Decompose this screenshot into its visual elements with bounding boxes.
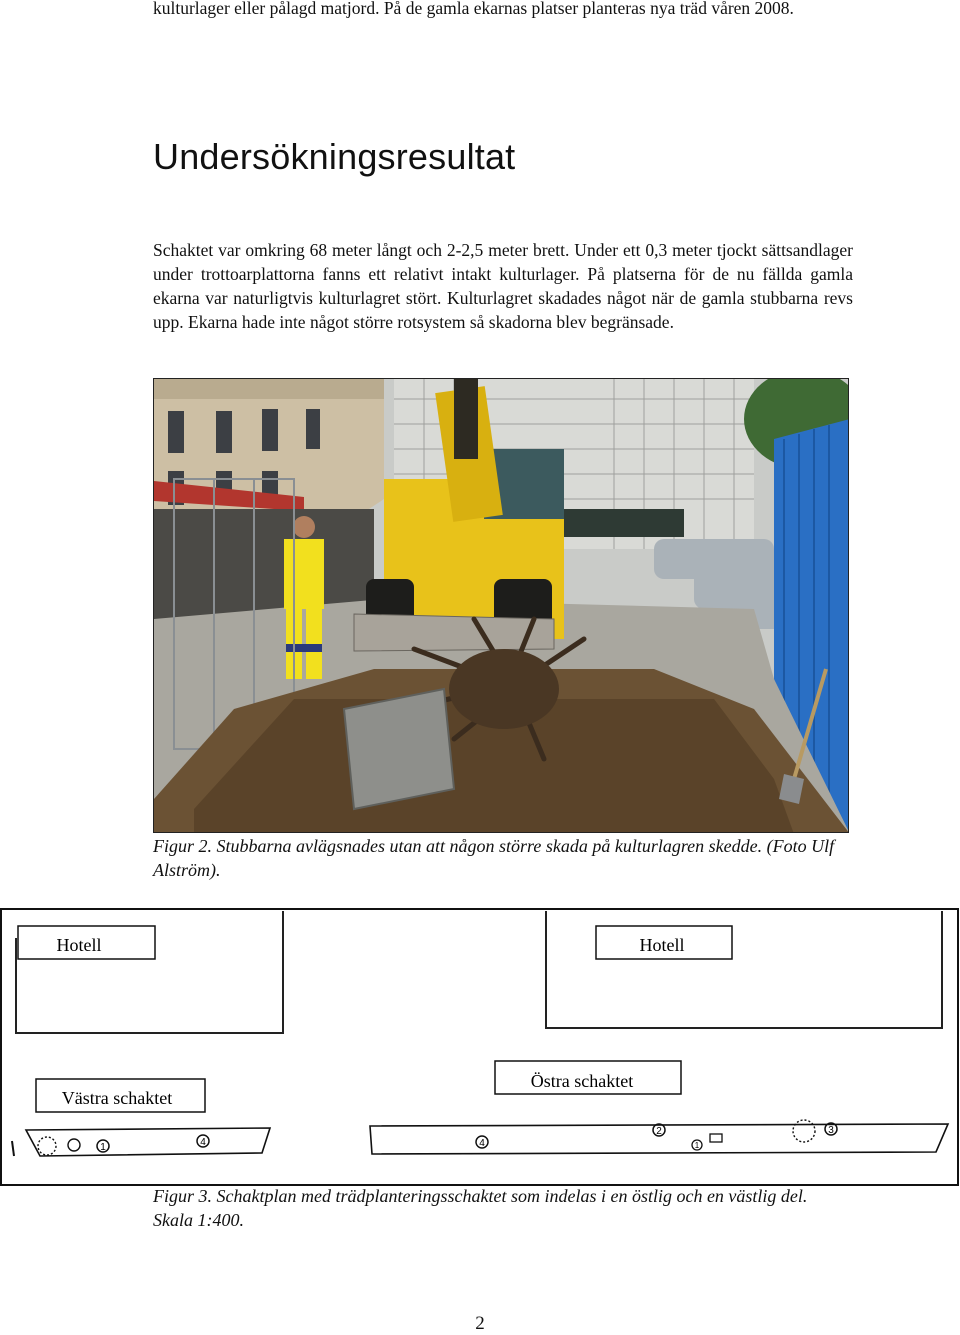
section-heading: Undersökningsresultat	[153, 136, 516, 177]
hotel-right-label: Hotell	[639, 935, 685, 955]
page-number: 2	[475, 1313, 485, 1334]
east-trench-label: Östra schaktet	[530, 1071, 634, 1091]
marker-3-east-label: 3	[828, 1125, 834, 1136]
hotel-left-label: Hotell	[56, 935, 102, 955]
body-paragraph-text: Schaktet var omkring 68 meter långt och 2-2,5 meter brett. Under ett 0,3 meter tjockt sättsandlager under trottoarplattorna fanns ett relativt intakt kulturlager. På platserna för de nu fällda gamla ekarna var naturligtvis kulturlagret stört. Kulturlagret skadades något när de gamla stubbarna revs upp. Ekarna hade inte något större rotsystem så skadorna blev begränsade.	[153, 240, 853, 332]
body-paragraph	[153, 238, 853, 334]
figure2-photo	[153, 378, 849, 833]
marker-1-east-label: 1	[694, 1141, 700, 1150]
continued-paragraph	[153, 0, 853, 20]
excavation-photo-illustration	[154, 379, 849, 833]
continued-paragraph-text: kulturlager eller pålagd matjord. På de gamla ekarnas platser planteras nya träd våren 2008.	[153, 0, 794, 18]
figure3-site-plan	[0, 908, 960, 1186]
marker-2-east-label: 2	[656, 1126, 662, 1137]
marker-1-west-a-label: 1	[100, 1142, 106, 1153]
figure3-caption: Figur 3. Schaktplan med trädplanteringsschaktet som indelas i en östlig och en västlig del. Skala 1:400.	[153, 1186, 808, 1230]
west-trench-label: Västra schaktet	[61, 1088, 173, 1108]
site-plan-drawing	[0, 908, 960, 1186]
marker-4-east-label: 4	[479, 1138, 485, 1149]
figure2-caption: Figur 2. Stubbarna avlägsnades utan att någon större skada på kulturlagren skedde. (Foto Ulf Alström).	[153, 836, 835, 880]
marker-4-west-label: 4	[200, 1137, 206, 1148]
